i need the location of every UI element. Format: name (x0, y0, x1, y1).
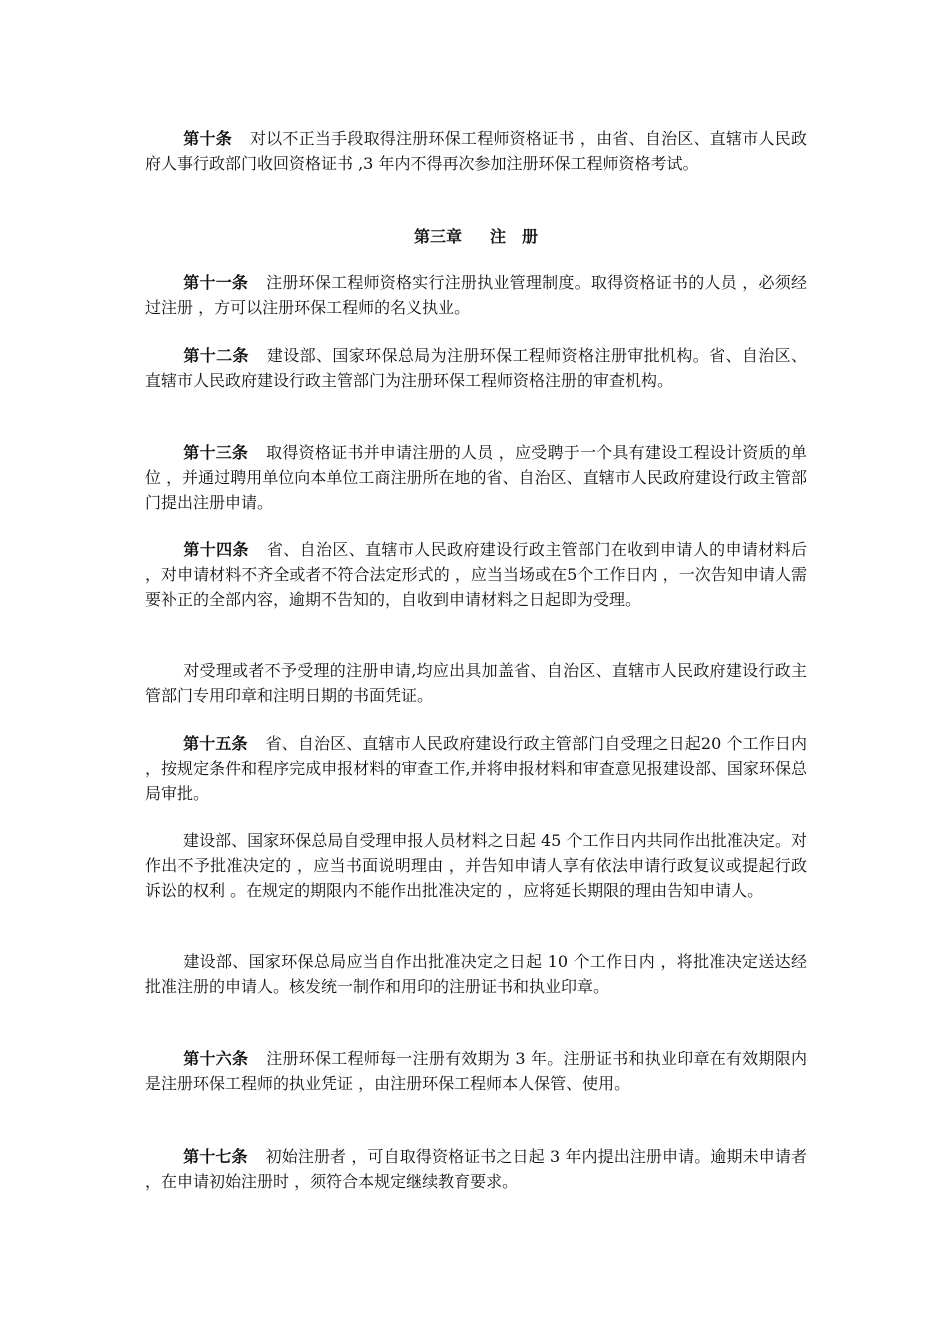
paragraph-text: 建设部、国家环保总局自受理申报人员材料之日起 45 个工作日内共同作出批准决定。对作出不予批准决定的 ，应当书面说明理由 ，并告知申请人享有依法申请行政复议或提起行政诉讼的权利 。在规定的期限内不能作出批准决定的 ，应将延长期限的理由告知申请人。 (145, 831, 807, 900)
article-text: 注册环保工程师每一注册有效期为 3 年。注册证书和执业印章在有效期限内是注册环保工程师的执业凭证 ，由注册环保工程师本人保管、使用。 (145, 1049, 807, 1093)
chapter-heading (145, 226, 807, 248)
article-14-continued (145, 658, 807, 708)
article-11 (145, 270, 807, 320)
article-text: 对以不正当手段取得注册环保工程师资格证书 ，由省、自治区、直辖市人民政府人事行政部门收回资格证书 ,3 年内不得再次参加注册环保工程师资格考试。 (145, 129, 807, 173)
article-number: 第十七条 (183, 1147, 248, 1166)
paragraph-text: 建设部、国家环保总局应当自作出批准决定之日起 10 个工作日内 ，将批准决定送达经批准注册的申请人。核发统一制作和用印的注册证书和执业印章。 (145, 952, 807, 996)
article-text: 建设部、国家环保总局为注册环保工程师资格注册审批机构。省、自治区、直辖市人民政府建设行政主管部门为注册环保工程师资格注册的审查机构。 (145, 346, 807, 390)
article-16 (145, 1046, 807, 1096)
article-number: 第十四条 (183, 540, 249, 559)
article-text: 省、自治区、直辖市人民政府建设行政主管部门自受理之日起20 个工作日内 ，按规定条件和程序完成申报材料的审查工作,并将申报材料和审查意见报建设部、国家环保总局审批。 (145, 734, 807, 803)
article-15-approval (145, 828, 807, 903)
article-number: 第十三条 (183, 443, 249, 462)
article-text: 初始注册者 ，可自取得资格证书之日起 3 年内提出注册申请。逾期未申请者 ，在申请初始注册时 ，须符合本规定继续教育要求。 (145, 1147, 807, 1191)
chapter-name: 注 册 (490, 227, 539, 246)
article-14 (145, 537, 807, 612)
article-10 (145, 126, 807, 176)
article-number: 第十二条 (183, 346, 249, 365)
article-15-delivery (145, 949, 807, 999)
article-15 (145, 731, 807, 806)
chapter-number: 第三章 (413, 227, 462, 246)
article-number: 第十条 (183, 129, 232, 148)
paragraph-text: 对受理或者不予受理的注册申请,均应出具加盖省、自治区、直辖市人民政府建设行政主管部门专用印章和注明日期的书面凭证。 (145, 661, 807, 705)
article-17 (145, 1144, 807, 1194)
article-text: 省、自治区、直辖市人民政府建设行政主管部门在收到申请人的申请材料后 ，对申请材料不齐全或者不符合法定形式的 ，应当当场或在5个工作日内 ，一次告知申请人需要补正的全部内容，逾期不告知的，自收到申请材料之日起即为受理。 (145, 540, 807, 609)
article-12 (145, 343, 807, 393)
article-13 (145, 440, 807, 515)
article-number: 第十五条 (183, 734, 248, 753)
article-number: 第十一条 (183, 273, 249, 292)
article-number: 第十六条 (183, 1049, 249, 1068)
article-text: 注册环保工程师资格实行注册执业管理制度。取得资格证书的人员 ，必须经过注册 ，方可以注册环保工程师的名义执业。 (145, 273, 807, 317)
article-text: 取得资格证书并申请注册的人员 ，应受聘于一个具有建设工程设计资质的单位 ，并通过聘用单位向本单位工商注册所在地的省、自治区、直辖市人民政府建设行政主管部门提出注册申请。 (145, 443, 807, 512)
